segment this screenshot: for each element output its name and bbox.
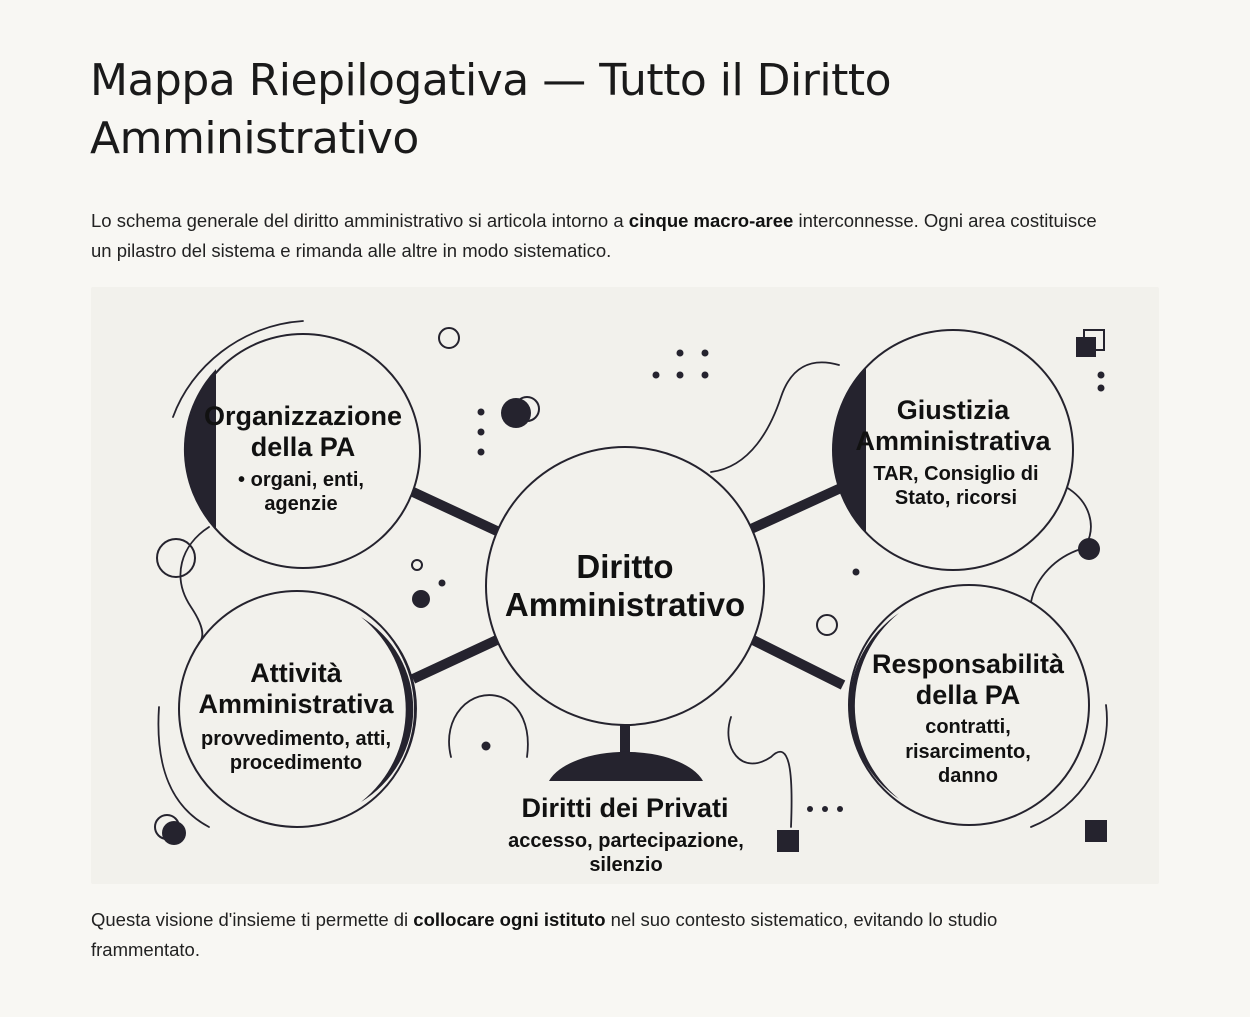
attivita-sub-line2: procedimento <box>229 752 363 774</box>
responsabilita-title-line1: Responsabilità <box>871 649 1065 679</box>
outro-paragraph <box>91 905 1101 965</box>
page-title: Mappa Riepilogativa — Tutto il Diritto Amministrativo <box>90 55 892 164</box>
intro-text-2: interconnesse. Ogni area costituisce un pilastro del sistema e rimanda alle altre in modo sistematico. <box>91 210 1097 261</box>
responsabilita-sub-line2: risarcimento, <box>905 741 1031 763</box>
responsabilita-sub-line3: danno <box>938 765 998 787</box>
giustizia-sub-line1: TAR, Consiglio di <box>873 463 1039 485</box>
diritti-sub-line2: silenzio <box>589 854 663 876</box>
organizzazione-sub-line2: agenzie <box>264 493 338 515</box>
outro-text-1: Questa visione d'insieme ti permette di <box>91 909 414 930</box>
diritti-title: Diritti dei Privati <box>521 793 729 823</box>
outro-text-2: nel suo contesto sistematico, evitando lo studio frammentato. <box>91 909 998 960</box>
attivita-title-line2: Amministrativa <box>198 689 394 719</box>
attivita-title-line1: Attività <box>250 658 342 688</box>
center-title-line2: Amministrativo <box>504 586 746 623</box>
intro-text-1: Lo schema generale del diritto amministrativo si articola intorno a <box>91 210 629 231</box>
node-diritti-shape <box>549 752 703 781</box>
responsabilita-sub-line1: contratti, <box>925 716 1011 738</box>
outro-bold: collocare ogni istituto <box>413 909 606 930</box>
responsabilita-title-line2: della PA <box>915 680 1021 710</box>
intro-paragraph <box>91 206 1101 266</box>
giustizia-title-line1: Giustizia <box>896 395 1010 425</box>
center-title-line1: Diritto <box>576 548 674 585</box>
giustizia-sub-line2: Stato, ricorsi <box>894 487 1018 509</box>
mind-map-illustration <box>91 287 1159 884</box>
diritti-sub-line1: accesso, partecipazione, <box>508 830 744 852</box>
intro-bold: cinque macro-aree <box>628 210 794 231</box>
organizzazione-title-line1: Organizzazione <box>203 401 403 431</box>
organizzazione-sub-line1: • organi, enti, <box>238 469 364 491</box>
attivita-sub-line1: provvedimento, atti, <box>200 728 392 750</box>
organizzazione-title-line2: della PA <box>250 432 356 462</box>
giustizia-title-line2: Amministrativa <box>855 426 1051 456</box>
